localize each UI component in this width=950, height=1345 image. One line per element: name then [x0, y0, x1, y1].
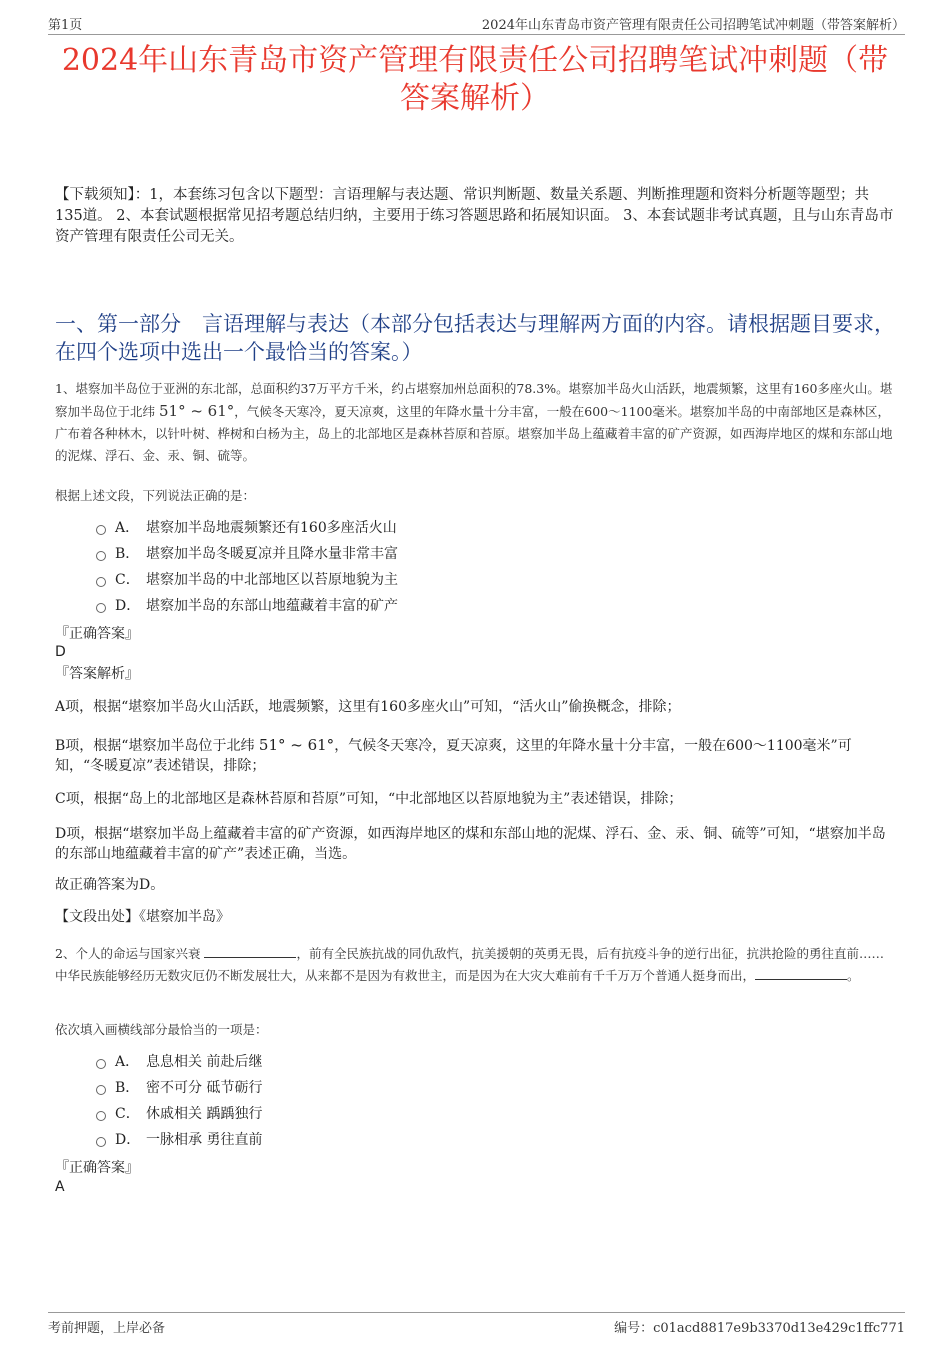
radio-icon[interactable]: [96, 551, 106, 561]
option-text: 堪察加半岛的中北部地区以苔原地貌为主: [146, 572, 398, 588]
question-1-text-part-a: 1、堪察加半岛位于亚洲的东北部，总面积约37万平方千米，约占堪察加州总面积的78.3%。堪察加半岛火山活跃，地震频繁，这里有160多座火山。堪察加半岛位于北纬: [55, 381, 893, 419]
document-title: 2024年山东青岛市资产管理有限责任公司招聘笔试冲刺题（带答案解析）: [61, 43, 889, 116]
radio-icon[interactable]: [96, 1111, 106, 1121]
analysis-b-part-a: B项，根据“堪察加半岛位于北纬: [55, 738, 259, 754]
analysis-c: C项，根据“岛上的北部地区是森林苔原和苔原”可知，“中北部地区以苔原地貌为主”表述错误，排除；: [55, 791, 683, 807]
radio-icon[interactable]: [96, 577, 106, 587]
question-2-text: [55, 943, 895, 987]
radio-icon[interactable]: [96, 1059, 106, 1069]
correct-answer: D: [55, 644, 66, 660]
option-letter: A．: [115, 520, 140, 536]
question-1-text-part-b: ，气候冬天寒冷，夏天凉爽，这里的年降水量十分丰富，一般在600～1100毫米。堪察加半岛的中南部地区是森林区，广布着各种林木，以针叶树、桦树和白杨为主，岛上的北部地区是森林苔原和苔原。堪察加半岛上蕴藏着丰富的矿产资源，如西海岸地区的煤和东部山地的泥煤、浮石、金、汞、铜、硫等。: [55, 404, 893, 463]
page-header: [48, 14, 905, 35]
option-text: 息息相关 前赴后继: [146, 1054, 263, 1070]
fill-blank-1[interactable]: [204, 945, 296, 958]
latitude-range: 51° ~ 61°: [258, 736, 335, 754]
correct-answer: A: [55, 1179, 65, 1195]
option-text: 一脉相承 勇往直前: [146, 1132, 263, 1148]
option-letter: C．: [115, 572, 140, 588]
option-text: 堪察加半岛地震频繁还有160多座活火山: [146, 520, 397, 536]
question-2-text-end: 。: [847, 968, 860, 983]
fill-blank-2[interactable]: [755, 967, 847, 980]
radio-icon[interactable]: [96, 1085, 106, 1095]
analysis-b: [55, 735, 895, 776]
radio-icon[interactable]: [96, 1137, 106, 1147]
answer-label: 『正确答案』: [55, 1160, 139, 1176]
analysis-label: 『答案解析』: [55, 666, 139, 682]
option-text: 堪察加半岛的东部山地蕴藏着丰富的矿产: [146, 598, 398, 614]
option-letter: B．: [115, 1080, 140, 1096]
option-letter: C．: [115, 1106, 140, 1122]
radio-icon[interactable]: [96, 603, 106, 613]
latitude-range: 51° ~ 61°: [158, 402, 235, 420]
question-2-prompt: 依次填入画横线部分最恰当的一项是：: [55, 1022, 268, 1037]
analysis-b-part-b: ，气候冬天寒冷，夏天凉爽，这里的年降水量十分丰富，一般在600～1100毫米”可知，“冬暖夏凉”表述错误，排除；: [55, 738, 852, 774]
option-letter: B．: [115, 546, 140, 562]
analysis-a: A项，根据“堪察加半岛火山活跃，地震频繁，这里有160多座火山”可知，“活火山”偷换概念，排除；: [55, 699, 681, 715]
footer-serial: 编号：c01acd8817e9b3370d13e429c1ffc771: [614, 1321, 905, 1336]
section-title: 一、第一部分 言语理解与表达（本部分包括表达与理解两方面的内容。请根据题目要求，在四个选项中选出一个最恰当的答案。）: [55, 312, 895, 364]
header-doc-title: 2024年山东青岛市资产管理有限责任公司招聘笔试冲刺题（带答案解析）: [481, 18, 905, 33]
question-2-text-part-a: 2、个人的命运与国家兴衰: [55, 946, 205, 961]
question-1-text: [55, 378, 895, 467]
question-2-text-part-b: ，前有全民族抗战的同仇敌忾，抗美援朝的英勇无畏，后有抗疫斗争的逆行出征，抗洪抢险的勇往直前……中华民族能够经历无数灾厄仍不断发展壮大，从来都不是因为有救世主，而是因为在大灾大难前有千千万万个普通人挺身而出，: [55, 946, 884, 983]
option-letter: D．: [115, 1132, 141, 1148]
footer-slogan: 考前押题，上岸必备: [48, 1321, 166, 1336]
analysis-d: D项，根据“堪察加半岛上蕴藏着丰富的矿产资源，如西海岸地区的煤和东部山地的泥煤、浮石、金、汞、铜、硫等”可知，“堪察加半岛的东部山地蕴藏着丰富的矿产”表述正确，当选。: [55, 826, 886, 862]
option-letter: A．: [115, 1054, 140, 1070]
source: 【文段出处】《堪察加半岛》: [55, 909, 230, 925]
conclusion: 故正确答案为D。: [55, 877, 165, 893]
page-footer: [48, 1312, 905, 1336]
question-1-prompt: 根据上述文段，下列说法正确的是：: [55, 488, 256, 503]
option-text: 密不可分 砥节砺行: [146, 1080, 263, 1096]
option-letter: D．: [115, 598, 141, 614]
page-number: 第1页: [48, 18, 83, 33]
download-notice: 【下载须知】：1，本套练习包含以下题型：言语理解与表达题、常识判断题、数量关系题、判断推理题和资料分析题等题型；共135道。 2、本套试题根据常见招考题总结归纳，主要用于练习答题思路和拓展知识面。 3、本套试题非考试真题，且与山东青岛市资产管理有限责任公司无关。: [55, 187, 894, 245]
radio-icon[interactable]: [96, 525, 106, 535]
option-text: 休戚相关 踽踽独行: [146, 1106, 263, 1122]
option-text: 堪察加半岛冬暖夏凉并且降水量非常丰富: [146, 546, 398, 562]
answer-label: 『正确答案』: [55, 626, 139, 642]
